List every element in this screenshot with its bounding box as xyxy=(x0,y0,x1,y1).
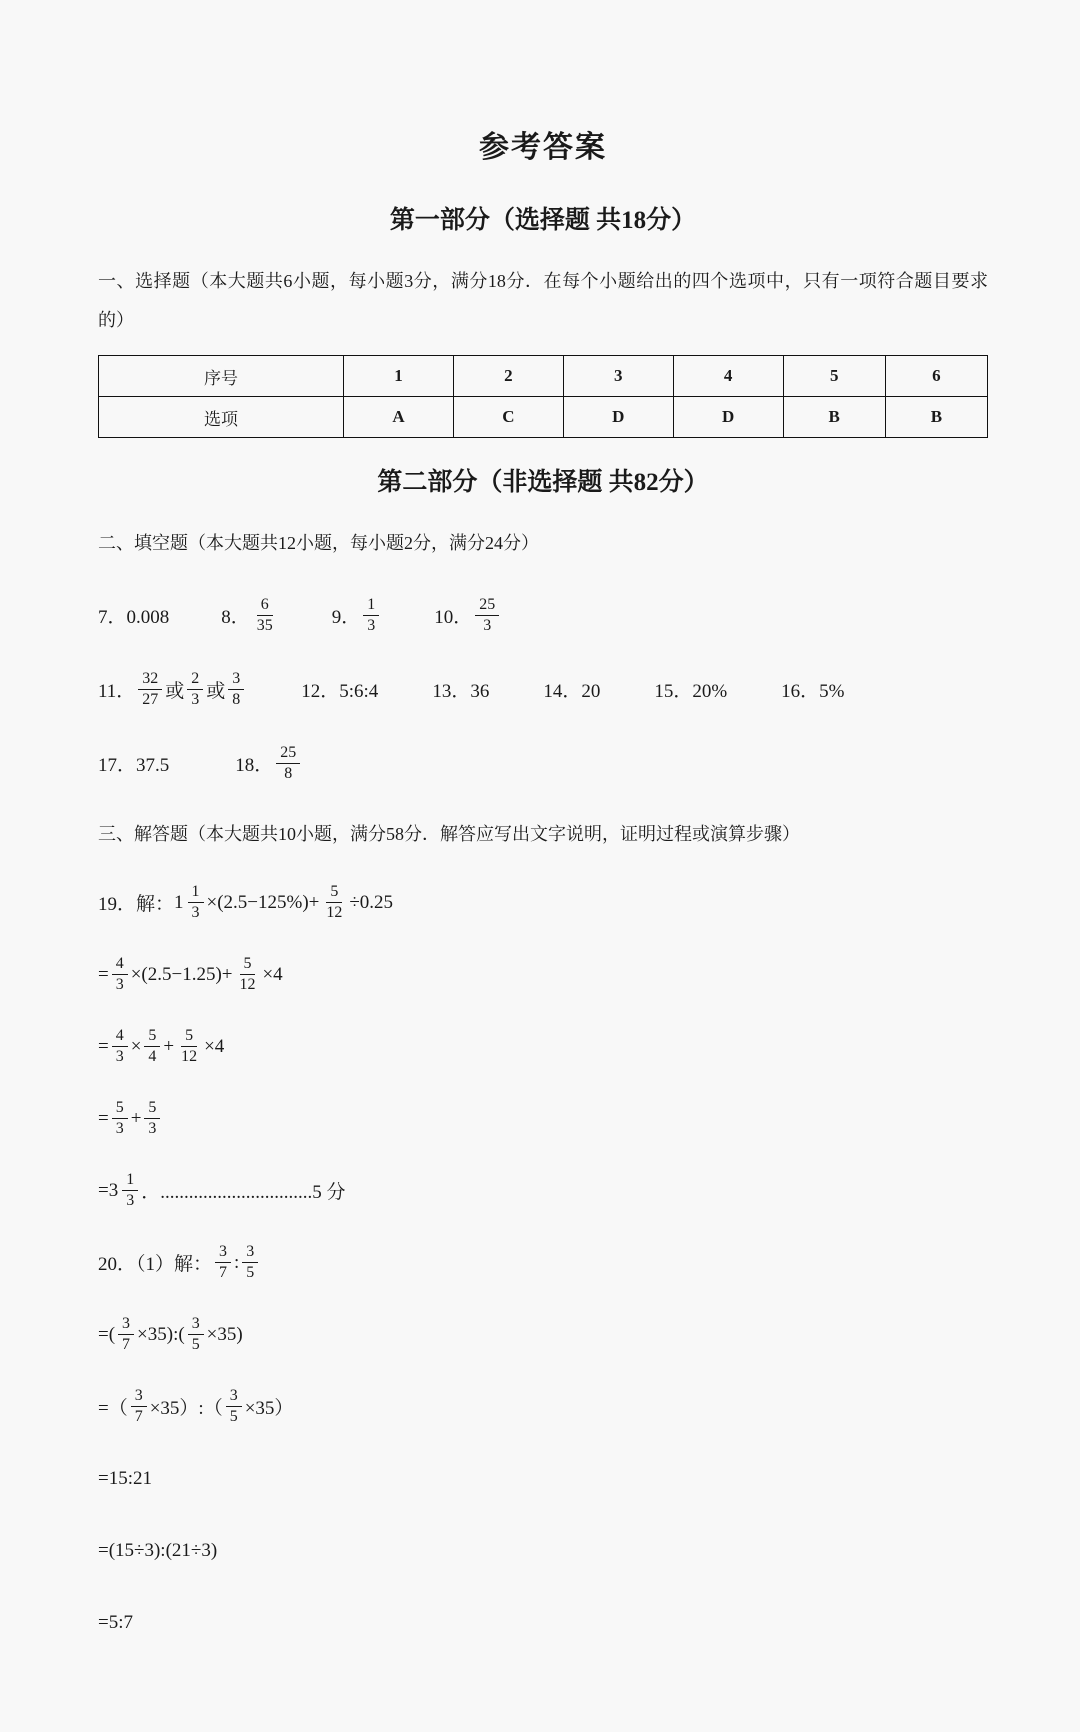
math-text: ×35）:（ xyxy=(149,1398,223,1420)
math-text: 或 xyxy=(165,680,185,702)
table-cell: A xyxy=(344,397,454,438)
fraction-numerator: 6 xyxy=(257,596,273,616)
answer-11 xyxy=(98,670,247,709)
fraction xyxy=(236,955,260,994)
fraction-numerator: 3 xyxy=(188,1315,204,1335)
fraction xyxy=(112,955,128,994)
fraction-numerator: 3 xyxy=(226,1387,242,1407)
q20-line-4 xyxy=(98,1456,988,1502)
answer-15 xyxy=(654,676,727,703)
fill-answers-row-2 xyxy=(98,667,988,711)
q19-line-2 xyxy=(98,952,988,998)
answer-17 xyxy=(98,750,169,777)
fraction xyxy=(118,1315,134,1354)
table-cell: 5 xyxy=(783,356,885,397)
q19-line-4 xyxy=(98,1096,988,1142)
fraction xyxy=(242,1243,258,1282)
section3-intro: 三、解答题（本大题共10小题，满分58分．解答应写出文字说明，证明过程或演算步骤） xyxy=(98,824,800,845)
math-text: =15:21 xyxy=(98,1467,152,1489)
fraction-numerator: 25 xyxy=(276,744,300,764)
fraction-denominator: 8 xyxy=(232,690,241,708)
fraction-numerator: 3 xyxy=(131,1387,147,1407)
fraction-denominator: 3 xyxy=(367,616,376,634)
row-header-choice: 选项 xyxy=(99,397,344,438)
fraction xyxy=(475,596,499,635)
table-row-numbers xyxy=(99,356,988,397)
fraction-denominator: 3 xyxy=(191,904,200,922)
fraction-numerator: 4 xyxy=(112,1027,128,1047)
fraction xyxy=(144,1027,160,1066)
fraction xyxy=(112,1099,128,1138)
fraction-denominator: 7 xyxy=(219,1264,227,1282)
math-text: 13．36 xyxy=(432,680,490,702)
table-cell: C xyxy=(453,397,563,438)
q19-line-1 xyxy=(98,880,988,926)
fraction xyxy=(138,670,162,709)
fraction-denominator: 3 xyxy=(483,616,492,634)
row-header-number: 序号 xyxy=(99,356,344,397)
fraction-numerator: 5 xyxy=(144,1027,160,1047)
math-text: = xyxy=(98,1179,109,1201)
table-cell: B xyxy=(885,397,987,438)
fraction-denominator: 12 xyxy=(239,976,256,994)
math-text: = xyxy=(98,1035,109,1057)
fraction-numerator: 5 xyxy=(326,883,342,903)
math-text: ×4 xyxy=(204,1035,225,1057)
fraction-numerator: 1 xyxy=(188,883,204,903)
fraction-denominator: 12 xyxy=(181,1048,198,1066)
fraction xyxy=(215,1243,231,1282)
fraction xyxy=(188,883,204,922)
answer-14 xyxy=(543,676,600,703)
table-cell: B xyxy=(783,397,885,438)
mixed-number-whole: 1 xyxy=(174,891,184,913)
math-text: 11． xyxy=(98,680,136,702)
answer-13 xyxy=(432,676,489,703)
fraction-numerator: 3 xyxy=(118,1315,134,1335)
q19-line-3 xyxy=(98,1024,988,1070)
fraction xyxy=(226,1387,242,1426)
fraction xyxy=(322,883,346,922)
math-text: 16．5% xyxy=(781,680,845,702)
math-text: ×35) xyxy=(206,1323,243,1345)
fraction-denominator: 3 xyxy=(115,1048,124,1066)
answer-16 xyxy=(781,676,844,703)
answer-9 xyxy=(332,596,383,635)
fraction-numerator: 1 xyxy=(122,1171,138,1191)
table-cell: 4 xyxy=(673,356,783,397)
math-text: ×35） xyxy=(244,1398,294,1420)
fraction-denominator: 8 xyxy=(284,764,293,782)
fraction-numerator: 3 xyxy=(228,670,244,690)
fraction-numerator: 5 xyxy=(181,1027,197,1047)
answer-table xyxy=(98,355,988,438)
answer-10 xyxy=(434,596,502,635)
fraction-denominator: 5 xyxy=(229,1408,238,1426)
fraction-denominator: 7 xyxy=(122,1336,131,1354)
q19-line-5 xyxy=(98,1168,988,1214)
part1-heading: 第一部分（选择题 共18分） xyxy=(389,207,697,234)
fraction xyxy=(131,1387,147,1426)
q20-line-6 xyxy=(98,1600,988,1646)
table-cell: 3 xyxy=(563,356,673,397)
fraction-denominator: 3 xyxy=(148,1120,157,1138)
answer-12 xyxy=(301,676,378,703)
section1-intro: 一、选择题（本大题共6小题，每小题3分，满分18分．在每个小题给出的四个选项中，只有一项符合题目要求的） xyxy=(98,271,988,330)
math-text: =( xyxy=(98,1323,116,1345)
math-text: ×(2.5−1.25)+ xyxy=(130,963,233,985)
fraction-denominator: 3 xyxy=(115,1120,124,1138)
part2-heading: 第二部分（非选择题 共82分） xyxy=(377,469,709,497)
math-text: 20．（1）解： xyxy=(98,1254,213,1276)
math-text: 18． xyxy=(235,754,274,776)
answer-8 xyxy=(221,596,279,635)
math-text: + xyxy=(130,1107,142,1129)
section2-intro: 二、填空题（本大题共12小题，每小题2分，满分24分） xyxy=(98,533,539,554)
math-text: =5:7 xyxy=(98,1611,133,1633)
table-cell: 6 xyxy=(885,356,987,397)
math-text: ．................................5 分 xyxy=(141,1182,346,1204)
fraction-numerator: 25 xyxy=(475,596,499,616)
fraction-denominator: 3 xyxy=(191,690,200,708)
table-cell: 1 xyxy=(344,356,454,397)
fraction-denominator: 3 xyxy=(126,1192,135,1210)
fraction xyxy=(177,1027,201,1066)
fraction-denominator: 7 xyxy=(134,1408,143,1426)
math-text: = xyxy=(98,963,109,985)
math-text: = xyxy=(98,1107,109,1129)
q20-line-2 xyxy=(98,1312,988,1358)
math-text: 17．37.5 xyxy=(98,754,170,776)
q20-line-1 xyxy=(98,1240,988,1286)
table-cell: 2 xyxy=(453,356,563,397)
table-cell: D xyxy=(563,397,673,438)
math-text: 19．解： xyxy=(98,894,175,916)
mixed-number-whole: 3 xyxy=(108,1179,119,1201)
answer-7 xyxy=(98,602,169,629)
math-text: 7．0.008 xyxy=(98,606,170,628)
fraction-numerator: 3 xyxy=(215,1243,231,1263)
answer-18 xyxy=(235,744,303,783)
fill-answers-row-1 xyxy=(98,593,988,637)
fraction-denominator: 3 xyxy=(115,976,124,994)
fraction-denominator: 35 xyxy=(256,616,273,634)
fraction-numerator: 5 xyxy=(112,1099,128,1119)
fraction xyxy=(363,596,379,635)
fraction xyxy=(122,1171,138,1210)
table-row-choices xyxy=(99,397,988,438)
fraction xyxy=(253,596,277,635)
fraction-numerator: 1 xyxy=(363,596,379,616)
fraction-numerator: 3 xyxy=(242,1243,258,1263)
math-text: 或 xyxy=(206,680,226,702)
fraction-numerator: 5 xyxy=(240,955,256,975)
math-text: ×(2.5−125%)+ xyxy=(206,891,320,913)
math-text: ÷0.25 xyxy=(349,891,394,913)
fraction-denominator: 4 xyxy=(148,1048,157,1066)
math-text: × xyxy=(130,1035,142,1057)
math-text: 14．20 xyxy=(543,680,601,702)
fraction-denominator: 5 xyxy=(191,1336,200,1354)
math-text: : xyxy=(234,1251,240,1273)
fraction-denominator: 5 xyxy=(246,1264,255,1282)
fill-answers-row-3 xyxy=(98,741,988,785)
fraction xyxy=(187,670,203,709)
q20-line-5 xyxy=(98,1528,988,1574)
fraction xyxy=(144,1099,160,1138)
math-text: =（ xyxy=(98,1398,128,1420)
math-text: + xyxy=(163,1035,175,1057)
math-text: 9． xyxy=(331,606,361,628)
fraction-denominator: 12 xyxy=(326,904,343,922)
table-cell: D xyxy=(673,397,783,438)
math-text: ×35):( xyxy=(137,1323,185,1345)
math-text: =(15÷3):(21÷3) xyxy=(98,1539,218,1561)
math-text: ×4 xyxy=(262,963,283,985)
fraction xyxy=(228,670,244,709)
fraction-numerator: 4 xyxy=(112,955,128,975)
math-text: 8． xyxy=(221,606,250,628)
fraction-numerator: 5 xyxy=(144,1099,160,1119)
fraction-numerator: 32 xyxy=(138,670,162,690)
document-title: 参考答案 xyxy=(479,131,607,164)
q20-line-3 xyxy=(98,1384,988,1430)
fraction xyxy=(276,744,300,783)
fraction-numerator: 2 xyxy=(187,670,203,690)
math-text: 15．20% xyxy=(654,680,728,702)
fraction xyxy=(188,1315,204,1354)
math-text: 12．5:6:4 xyxy=(301,680,379,702)
math-text: 10． xyxy=(434,606,473,628)
fraction xyxy=(112,1027,128,1066)
fraction-denominator: 27 xyxy=(142,690,159,708)
